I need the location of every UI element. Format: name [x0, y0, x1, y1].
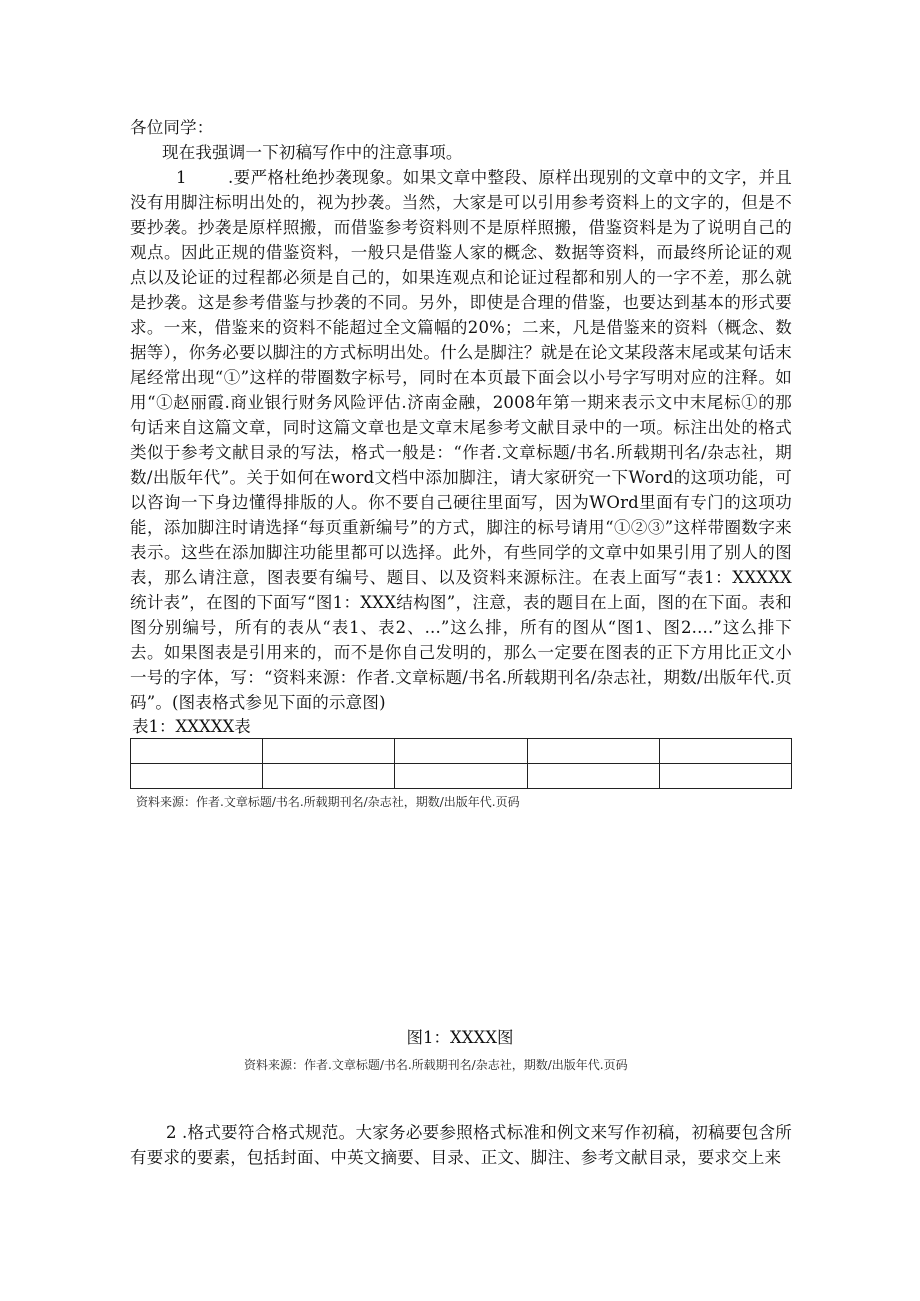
table-cell	[527, 764, 659, 789]
table-cell	[263, 739, 395, 764]
section-2-number: 2	[166, 1123, 177, 1142]
sample-table	[130, 738, 792, 789]
table-caption: 表1：XXXXX表	[132, 717, 251, 736]
table-cell	[131, 739, 263, 764]
section-1-number: 1	[176, 168, 187, 187]
intro-paragraph: 现在我强调一下初稿写作中的注意事项。	[162, 143, 463, 162]
greeting: 各位同学：	[130, 118, 214, 137]
figure-source-note: 资料来源：作者.文章标题/书名.所载期刊名/杂志社，期数/出版年代.页码	[244, 1058, 628, 1072]
table-cell	[395, 764, 527, 789]
section-1-paragraph	[130, 165, 792, 715]
table-row	[131, 764, 792, 789]
figure-caption: 图1：XXXX图	[406, 1028, 514, 1047]
table-cell	[659, 764, 791, 789]
table-cell	[659, 739, 791, 764]
table-row	[131, 739, 792, 764]
section-2-text: .格式要符合格式规范。大家务必要参照格式标准和例文来写作初稿，初稿要包含所有要求的要素，包括封面、中英文摘要、目录、正文、脚注、参考文献目录，要求交上来	[130, 1123, 792, 1167]
section-1-text: .要严格杜绝抄袭现象。如果文章中整段、原样出现别的文章中的文字，并且没有用脚注标明出处的，视为抄袭。当然，大家是可以引用参考资料上的文字的，但是不要抄袭。抄袭是原样照搬，而借鉴参考资料则不是原样照搬，借鉴资料是为了说明自己的观点。因此正规的借鉴资料，一般只是借鉴人家的概念、数据等资料，而最终所论证的观点以及论证的过程都必须是自己的，如果连观点和论证过程都和别人的一字不差，那么就是抄袭。这是参考借鉴与抄袭的不同。另外，即使是合理的借鉴，也要达到基本的形式要求。一来，借鉴来的资料不能超过全文篇幅的20%；二来，凡是借鉴来的资料（概念、数据等），你务必要以脚注的方式标明出处。什么是脚注？就是在论文某段落末尾或某句话末尾经常出现“①”这样的带圈数字标号，同时在本页最下面会以小号字写明对应的注释。如用“①赵丽霞.商业银行财务风险评估.济南金融，2008年第一期来表示文中末尾标①的那句话来自这篇文章，同时这篇文章也是文章末尾参考文献目录中的一项。标注出处的格式类似于参考文献目录的写法，格式一般是：“作者.文章标题/书名.所载期刊名/杂志社，期数/出版年代”。关于如何在word文档中添加脚注，请大家研究一下Word的这项功能，可以咨询一下身边懂得排版的人。你不要自己硬往里面写，因为WOrd里面有专门的这项功能，添加脚注时请选择“每页重新编号”的方式，脚注的标号请用“①②③”这样带圈数字来表示。这些在添加脚注功能里都可以选择。此外，有些同学的文章中如果引用了别人的图表，那么请注意，图表要有编号、题目、以及资料来源标注。在表上面写“表1：XXXXX统计表”，在图的下面写“图1：XXX结构图”，注意，表的题目在上面，图的在下面。表和图分别编号，所有的表从“表1、表2、...”这么排，所有的图从“图1、图2....”这么排下去。如果图表是引用来的，而不是你自己发明的，那么一定要在图表的正下方用比正文小一号的字体，写：“资料来源：作者.文章标题/书名.所载期刊名/杂志社，期数/出版年代.页码”。(图表格式参见下面的示意图)	[130, 168, 792, 712]
table-cell	[131, 764, 263, 789]
table-cell	[263, 764, 395, 789]
table-source-note: 资料来源：作者.文章标题/书名.所载期刊名/杂志社，期数/出版年代.页码	[136, 795, 520, 809]
table-cell	[395, 739, 527, 764]
section-2-paragraph	[130, 1120, 792, 1170]
table-cell	[527, 739, 659, 764]
